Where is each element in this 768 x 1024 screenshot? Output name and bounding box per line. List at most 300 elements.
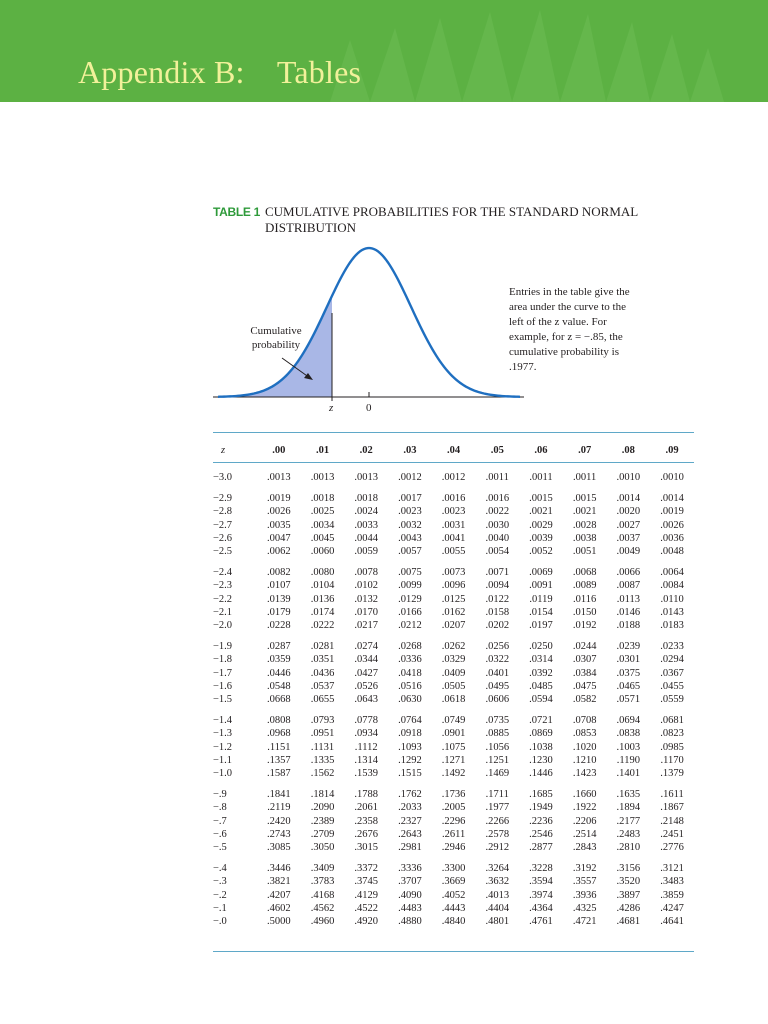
probability-cell: .0268 <box>398 641 422 653</box>
probability-cell: .4090 <box>398 889 422 901</box>
z-value-cell: −.8 <box>213 802 227 814</box>
probability-cell: .0013 <box>267 472 291 483</box>
z-value-cell: −1.0 <box>213 768 233 780</box>
probability-cell: .2358 <box>354 815 379 827</box>
probability-cell: .1292 <box>398 754 422 766</box>
probability-cell: .2776 <box>660 842 684 854</box>
probability-cell: .0668 <box>267 694 291 706</box>
probability-cell: .3264 <box>485 863 510 875</box>
probability-cell: .0023 <box>398 506 422 518</box>
probability-cell: .0197 <box>529 620 553 632</box>
probability-cell: .4286 <box>616 902 641 914</box>
table-row <box>213 545 694 558</box>
table-row <box>213 875 694 888</box>
probability-cell: .4443 <box>441 902 466 914</box>
probability-cell: .0013 <box>310 472 335 483</box>
probability-cell: .1190 <box>616 754 640 766</box>
z-value-cell: −3.0 <box>213 472 233 483</box>
probability-cell: .1841 <box>267 789 291 801</box>
probability-cell: .4761 <box>529 916 553 928</box>
table-row <box>213 471 694 484</box>
probability-cell: .0037 <box>616 532 641 544</box>
probability-cell: .0014 <box>616 493 641 505</box>
z-value-cell: −2.0 <box>213 620 233 632</box>
probability-cell: .0136 <box>310 593 335 605</box>
probability-cell: .0019 <box>660 506 684 518</box>
probability-cell: .3859 <box>660 889 684 901</box>
header-col: .07 <box>578 444 592 456</box>
probability-cell: .3821 <box>267 876 291 888</box>
probability-cell: .0096 <box>441 580 466 592</box>
probability-cell: .3483 <box>660 876 684 888</box>
probability-cell: .2546 <box>529 828 553 840</box>
z-value-cell: −2.6 <box>213 532 233 544</box>
probability-cell: .0031 <box>441 519 466 531</box>
z-value-cell: −1.3 <box>213 728 233 740</box>
probability-cell: .0793 <box>310 715 335 727</box>
probability-cell: .0028 <box>572 519 597 531</box>
probability-cell: .0287 <box>267 641 291 653</box>
z-value-cell: −1.4 <box>213 715 233 727</box>
probability-cell: .0039 <box>529 532 553 544</box>
probability-cell: .0048 <box>660 546 684 558</box>
probability-cell: .0073 <box>441 567 466 579</box>
probability-cell: .1230 <box>529 754 553 766</box>
probability-cell: .2148 <box>660 815 684 827</box>
table-row <box>213 767 694 780</box>
table-caption: CUMULATIVE PROBABILITIES FOR THE STANDARD NORMAL DISTRIBUTION <box>265 204 638 235</box>
probability-cell: .1685 <box>529 789 553 801</box>
probability-cell: .0018 <box>354 493 379 505</box>
probability-cell: .1814 <box>310 789 335 801</box>
probability-cell: .0129 <box>398 593 422 605</box>
probability-cell: .0052 <box>529 546 553 558</box>
probability-cell: .1131 <box>310 741 335 753</box>
probability-cell: .0188 <box>616 620 641 632</box>
probability-cell: .1587 <box>267 768 291 780</box>
zero-axis-label: 0 <box>366 402 372 414</box>
probability-cell: .1251 <box>485 754 510 766</box>
probability-cell: .5000 <box>267 916 291 928</box>
z-probability-table <box>213 440 694 928</box>
probability-cell: .2709 <box>310 828 335 840</box>
probability-cell: .4129 <box>354 889 379 901</box>
probability-cell: .0901 <box>441 728 466 740</box>
probability-cell: .0174 <box>310 606 335 618</box>
probability-cell: .0485 <box>529 680 553 692</box>
probability-cell: .0057 <box>398 546 422 558</box>
probability-cell: .0618 <box>441 694 466 706</box>
probability-cell: .1170 <box>660 754 684 766</box>
group-spacer <box>213 558 694 566</box>
probability-cell: .4681 <box>616 916 641 928</box>
probability-cell: .4602 <box>267 902 291 914</box>
probability-cell: .0026 <box>660 519 684 531</box>
probability-cell: .1539 <box>354 768 379 780</box>
probability-cell: .0244 <box>572 641 597 653</box>
header-col: .08 <box>621 444 635 456</box>
probability-cell: .0537 <box>310 680 335 692</box>
z-axis-label: z <box>329 402 334 414</box>
probability-cell: .0409 <box>441 667 466 679</box>
probability-cell: .0024 <box>354 506 379 518</box>
probability-cell: .3372 <box>354 863 379 875</box>
probability-cell: .1271 <box>441 754 466 766</box>
table-top-rule <box>213 432 694 433</box>
probability-cell: .0375 <box>616 667 641 679</box>
probability-cell: .3557 <box>572 876 597 888</box>
probability-cell: .0401 <box>485 667 510 679</box>
probability-cell: .0202 <box>485 620 510 632</box>
probability-cell: .0066 <box>616 567 641 579</box>
probability-cell: .0016 <box>441 493 466 505</box>
table-row <box>213 680 694 693</box>
probability-cell: .0158 <box>485 606 510 618</box>
probability-cell: .0051 <box>572 546 597 558</box>
probability-cell: .2236 <box>529 815 553 827</box>
probability-cell: .1379 <box>660 768 684 780</box>
group-spacer-cell <box>213 632 694 640</box>
probability-cell: .0017 <box>398 493 422 505</box>
probability-cell: .0606 <box>485 694 510 706</box>
z-value-cell: −.5 <box>213 842 227 854</box>
probability-cell: .0212 <box>398 620 422 632</box>
probability-cell: .0084 <box>660 580 684 592</box>
probability-cell: .0344 <box>354 654 379 666</box>
probability-cell: .3936 <box>572 889 597 901</box>
table-row <box>213 841 694 854</box>
probability-cell: .2206 <box>572 815 597 827</box>
table-row <box>213 693 694 706</box>
z-value-cell: −1.5 <box>213 694 233 706</box>
probability-cell: .4641 <box>660 916 684 928</box>
group-spacer-cell <box>213 558 694 566</box>
probability-cell: .0122 <box>485 593 510 605</box>
header-col: .04 <box>447 444 461 456</box>
table-row <box>213 492 694 505</box>
probability-cell: .0281 <box>310 641 335 653</box>
table-row <box>213 593 694 606</box>
probability-cell: .3520 <box>616 876 641 888</box>
probability-cell: .0094 <box>485 580 510 592</box>
probability-cell: .0034 <box>310 519 335 531</box>
table-bottom-rule <box>213 951 694 952</box>
probability-cell: .1635 <box>616 789 641 801</box>
probability-cell: .0630 <box>398 694 422 706</box>
probability-cell: .0853 <box>572 728 597 740</box>
probability-cell: .0078 <box>354 567 379 579</box>
probability-cell: .0012 <box>398 472 422 483</box>
cumulative-label-line2: probability <box>251 339 301 351</box>
probability-cell: .0329 <box>441 654 466 666</box>
probability-cell: .0228 <box>267 620 291 632</box>
probability-cell: .0019 <box>267 493 291 505</box>
table-row <box>213 519 694 532</box>
header-col: .06 <box>534 444 548 456</box>
z-value-cell: −2.1 <box>213 606 233 618</box>
z-value-cell: −1.9 <box>213 641 233 653</box>
probability-cell: .1335 <box>310 754 335 766</box>
probability-cell: .0110 <box>660 593 684 605</box>
probability-cell: .2743 <box>267 828 291 840</box>
probability-cell: .0025 <box>310 506 335 518</box>
table-row <box>213 902 694 915</box>
probability-cell: .4325 <box>572 902 597 914</box>
probability-cell: .2843 <box>572 842 597 854</box>
probability-cell: .4207 <box>267 889 291 901</box>
probability-cell: .4013 <box>485 889 510 901</box>
table-row <box>213 505 694 518</box>
probability-cell: .0021 <box>572 506 597 518</box>
z-value-cell: −2.2 <box>213 593 233 605</box>
probability-cell: .0045 <box>310 532 335 544</box>
z-value-cell: −1.6 <box>213 680 233 692</box>
probability-cell: .0030 <box>485 519 510 531</box>
probability-cell: .0015 <box>572 493 597 505</box>
probability-cell: .0080 <box>310 567 335 579</box>
probability-cell: .0055 <box>441 546 466 558</box>
probability-cell: .1949 <box>529 802 553 814</box>
probability-cell: .0064 <box>660 567 684 579</box>
probability-cell: .0359 <box>267 654 291 666</box>
entries-explanation: Entries in the table give the area under the curve to the left of the z value. For example, for z = −.85, the cumulative probability is .1977. <box>509 286 630 373</box>
probability-cell: .3632 <box>485 876 510 888</box>
probability-cell: .0013 <box>354 472 379 483</box>
probability-cell: .0384 <box>572 667 597 679</box>
probability-cell: .0222 <box>310 620 335 632</box>
header-z: z <box>221 444 226 456</box>
probability-cell: .2981 <box>398 842 422 854</box>
probability-cell: .0233 <box>660 641 684 653</box>
probability-cell: .0455 <box>660 680 684 692</box>
probability-cell: .0150 <box>572 606 597 618</box>
probability-cell: .2514 <box>572 828 597 840</box>
cumulative-probability-label <box>236 324 316 352</box>
probability-cell: .0091 <box>529 580 553 592</box>
probability-cell: .4522 <box>354 902 379 914</box>
probability-cell: .1075 <box>441 741 466 753</box>
probability-cell: .0643 <box>354 694 379 706</box>
probability-cell: .0082 <box>267 567 291 579</box>
group-spacer <box>213 706 694 714</box>
probability-cell: .0808 <box>267 715 291 727</box>
probability-cell: .0418 <box>398 667 422 679</box>
probability-cell: .0010 <box>616 472 641 483</box>
z-value-cell: −2.9 <box>213 493 233 505</box>
probability-cell: .1736 <box>441 789 466 801</box>
probability-cell: .0011 <box>573 472 597 483</box>
probability-cell: .2451 <box>660 828 684 840</box>
probability-cell: .0011 <box>485 472 509 483</box>
probability-cell: .1151 <box>267 741 291 753</box>
probability-cell: .0239 <box>616 641 641 653</box>
probability-cell: .0869 <box>529 728 553 740</box>
probability-cell: .4483 <box>398 902 422 914</box>
group-spacer-cell <box>213 460 694 471</box>
group-spacer-cell <box>213 854 694 862</box>
probability-cell: .1210 <box>572 754 597 766</box>
probability-cell: .2005 <box>441 802 466 814</box>
z-value-cell: −.9 <box>213 789 227 801</box>
probability-cell: .0089 <box>572 580 597 592</box>
table-row <box>213 579 694 592</box>
probability-cell: .0548 <box>267 680 291 692</box>
z-value-cell: −1.8 <box>213 654 233 666</box>
probability-cell: .0033 <box>354 519 379 531</box>
probability-cell: .0026 <box>267 506 291 518</box>
probability-cell: .0985 <box>660 741 684 753</box>
probability-cell: .0256 <box>485 641 510 653</box>
probability-cell: .1469 <box>485 768 510 780</box>
probability-cell: .0582 <box>572 694 597 706</box>
table-row <box>213 606 694 619</box>
group-spacer-cell <box>213 780 694 788</box>
probability-cell: .3409 <box>310 863 335 875</box>
group-spacer <box>213 632 694 640</box>
probability-cell: .0735 <box>485 715 510 727</box>
z-value-cell: −1.2 <box>213 741 233 753</box>
probability-cell: .0594 <box>529 694 553 706</box>
probability-cell: .3745 <box>354 876 379 888</box>
probability-cell: .0032 <box>398 519 422 531</box>
probability-cell: .0274 <box>354 641 379 653</box>
probability-cell: .0314 <box>529 654 553 666</box>
probability-cell: .3974 <box>529 889 553 901</box>
z-value-cell: −.0 <box>213 916 227 928</box>
group-spacer-cell <box>213 706 694 714</box>
probability-cell: .3707 <box>398 876 422 888</box>
probability-cell: .3783 <box>310 876 335 888</box>
probability-cell: .1401 <box>616 768 641 780</box>
probability-cell: .3300 <box>441 863 466 875</box>
table-row <box>213 727 694 740</box>
probability-cell: .2578 <box>485 828 510 840</box>
group-spacer <box>213 484 694 492</box>
probability-cell: .2676 <box>354 828 379 840</box>
probability-cell: .3446 <box>267 863 291 875</box>
probability-cell: .0427 <box>354 667 379 679</box>
probability-cell: .0307 <box>572 654 597 666</box>
probability-cell: .0655 <box>310 694 335 706</box>
probability-cell: .0132 <box>354 593 379 605</box>
probability-cell: .0694 <box>616 715 641 727</box>
probability-cell: .0721 <box>529 715 553 727</box>
cumulative-label-line1: Cumulative <box>250 325 302 337</box>
probability-cell: .0143 <box>660 606 684 618</box>
probability-cell: .0436 <box>310 667 335 679</box>
probability-cell: .0119 <box>529 593 553 605</box>
probability-cell: .1038 <box>529 741 553 753</box>
probability-cell: .0559 <box>660 694 684 706</box>
probability-cell: .4364 <box>529 902 553 914</box>
probability-cell: .0183 <box>660 620 684 632</box>
normal-curve-figure <box>0 0 768 430</box>
probability-cell: .0075 <box>398 567 422 579</box>
probability-cell: .0040 <box>485 532 510 544</box>
z-value-cell: −.6 <box>213 828 227 840</box>
probability-cell: .1977 <box>485 802 510 814</box>
probability-cell: .2177 <box>616 815 641 827</box>
probability-cell: .0016 <box>485 493 510 505</box>
probability-cell: .1922 <box>572 802 597 814</box>
probability-cell: .3015 <box>354 842 379 854</box>
probability-cell: .0885 <box>485 728 510 740</box>
probability-cell: .0047 <box>267 532 291 544</box>
probability-cell: .0035 <box>267 519 291 531</box>
probability-cell: .0505 <box>441 680 466 692</box>
probability-cell: .1003 <box>616 741 641 753</box>
probability-cell: .0475 <box>572 680 597 692</box>
probability-cell: .0951 <box>310 728 335 740</box>
probability-cell: .0104 <box>310 580 335 592</box>
z-value-cell: −.7 <box>213 815 227 827</box>
probability-cell: .0071 <box>485 567 510 579</box>
probability-cell: .0014 <box>660 493 684 505</box>
probability-cell: .1611 <box>660 789 684 801</box>
header-col: .00 <box>272 444 286 456</box>
probability-cell: .2296 <box>441 815 466 827</box>
probability-cell: .0027 <box>616 519 641 531</box>
probability-cell: .0336 <box>398 654 422 666</box>
probability-cell: .0192 <box>572 620 597 632</box>
probability-cell: .2119 <box>267 802 291 814</box>
z-value-cell: −2.8 <box>213 506 233 518</box>
table-row <box>213 667 694 680</box>
probability-cell: .4801 <box>485 916 510 928</box>
probability-cell: .1020 <box>572 741 597 753</box>
probability-cell: .0571 <box>616 694 641 706</box>
probability-cell: .0322 <box>485 654 510 666</box>
table-row <box>213 619 694 632</box>
probability-cell: .4721 <box>572 916 597 928</box>
probability-cell: .2810 <box>616 842 641 854</box>
appendix-title: Appendix B: Tables <box>78 54 362 90</box>
probability-cell: .0099 <box>398 580 422 592</box>
probability-cell: .4404 <box>485 902 510 914</box>
probability-cell: .0018 <box>310 493 335 505</box>
probability-cell: .0059 <box>354 546 379 558</box>
probability-cell: .0154 <box>529 606 553 618</box>
probability-cell: .0010 <box>660 472 684 483</box>
probability-cell: .0465 <box>616 680 641 692</box>
header-col: .05 <box>490 444 504 456</box>
probability-cell: .0778 <box>354 715 379 727</box>
probability-cell: .3228 <box>529 863 553 875</box>
table-row <box>213 653 694 666</box>
probability-cell: .1112 <box>354 741 378 753</box>
probability-cell: .1711 <box>485 789 509 801</box>
table-row <box>213 889 694 902</box>
probability-cell: .1867 <box>660 802 684 814</box>
probability-cell: .2327 <box>398 815 422 827</box>
table-row <box>213 532 694 545</box>
probability-cell: .3669 <box>441 876 466 888</box>
probability-cell: .0020 <box>616 506 641 518</box>
table-label: TABLE 1 <box>213 205 261 219</box>
probability-cell: .0107 <box>267 580 291 592</box>
probability-cell: .0068 <box>572 567 597 579</box>
probability-cell: .4168 <box>310 889 335 901</box>
z-value-cell: −2.5 <box>213 546 233 558</box>
z-value-cell: −.1 <box>213 902 227 914</box>
probability-cell: .0062 <box>267 546 291 558</box>
probability-cell: .2061 <box>354 802 379 814</box>
probability-cell: .0301 <box>616 654 641 666</box>
z-value-cell: −.4 <box>213 863 227 875</box>
table-row <box>213 915 694 928</box>
table-row <box>213 788 694 801</box>
probability-cell: .2389 <box>310 815 335 827</box>
